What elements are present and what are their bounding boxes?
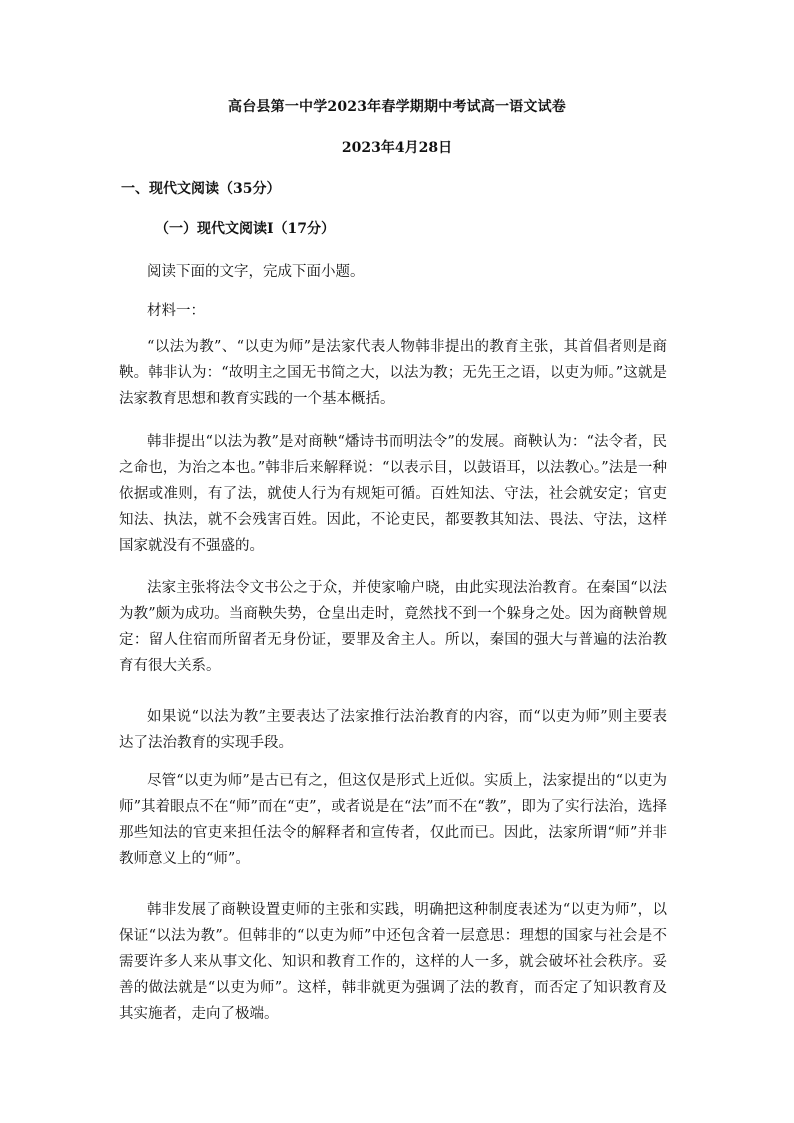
paragraph-5: 尽管“以吏为师”是古已有之，但这仅是形式上近似。实质上，法家提出的“以吏为师”其着眼点不在“师”而在“吏”，或者说是在“法”而不在“教”，即为了实行法治，选择那些知法的官吏来担任法令的解释者和宣传者，仅此而已。因此，法家所谓“师”并非教师意义上的“师”。 xyxy=(119,773,667,867)
exam-date: 2023年4月28日 xyxy=(341,140,453,156)
paragraph-3: 法家主张将法令文书公之于众，并使家喻户晓，由此实现法治教育。在秦国“以法为教”颇为成功。当商鞅失势，仓皇出走时，竟然找不到一个躲身之处。因为商鞅曾规定：留人住宿而所留者无身份证，要罪及舍主人。所以，秦国的强大与普遍的法治教育有很大关系。 xyxy=(119,580,667,674)
paragraph-6: 韩非发展了商鞅设置吏师的主张和实践，明确把这种制度表述为“以吏为师”，以保证“以法为教”。但韩非的“以吏为师”中还包含着一层意思：理想的国家与社会是不需要许多人来从事文化、知识和教育工作的，这样的人一多，就会破坏社会秩序。妥善的做法就是“以吏为师”。这样，韩非就更为强调了法的教育，而否定了知识教育及其实施者，走向了极端。 xyxy=(119,902,667,1022)
material-label: 材料一： xyxy=(147,303,205,319)
exam-title: 高台县第一中学2023年春学期期中考试高一语文试卷 xyxy=(228,99,566,115)
paragraph-1: “以法为教”、“以吏为师”是法家代表人物韩非提出的教育主张，其首倡者则是商鞅。韩非认为：“故明主之国无书简之大，以法为教；无先王之语，以吏为师。”这就是法家教育思想和教育实践的一个基本概括。 xyxy=(119,339,667,407)
section-heading: 一、现代文阅读（35分） xyxy=(121,181,281,197)
reading-instruction: 阅读下面的文字，完成下面小题。 xyxy=(147,264,365,280)
subsection-heading: （一）现代文阅读Ⅰ（17分） xyxy=(155,221,336,237)
paragraph-4: 如果说“以法为教”主要表达了法家推行法治教育的内容，而“以吏为师”则主要表达了法治教育的实现手段。 xyxy=(119,709,667,751)
paragraph-2: 韩非提出“以法为教”是对商鞅“燔诗书而明法令”的发展。商鞅认为：“法令者，民之命也，为治之本也。”韩非后来解释说：“以表示目，以鼓语耳，以法教心。”法是一种依据或准则，有了法，就使人行为有规矩可循。百姓知法、守法，社会就安定；官吏知法、执法，就不会残害百姓。因此，不论吏民，都要教其知法、畏法、守法，这样国家就没有不强盛的。 xyxy=(119,434,667,554)
